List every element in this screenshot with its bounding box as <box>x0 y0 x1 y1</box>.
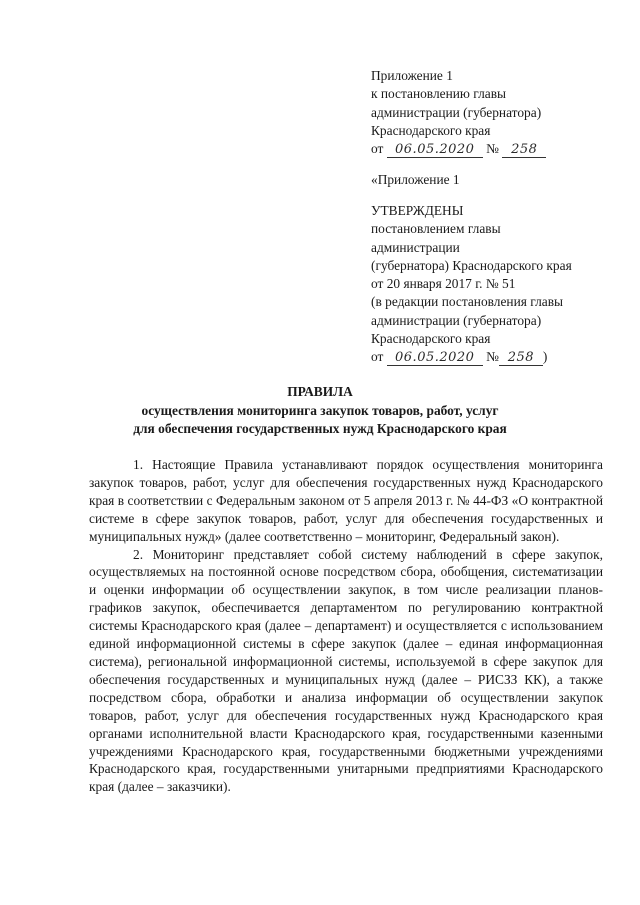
title-line: для обеспечения государственных нужд Краснодарского края <box>133 421 507 436</box>
handwritten-date: 06.05.2020 <box>387 143 483 158</box>
handwritten-number: 258 <box>502 143 546 158</box>
approval-line: Краснодарского края <box>371 331 491 347</box>
document-title <box>0 383 640 439</box>
approval-line: постановлением главы <box>371 221 501 237</box>
number-prefix: № <box>486 141 499 157</box>
number-prefix: № <box>486 349 499 365</box>
approval-date-line <box>371 348 621 366</box>
appendix-line: к постановлению главы <box>371 86 507 102</box>
appendix-line: администрации (губернатора) <box>371 104 542 120</box>
appendix-line: Приложение 1 <box>371 68 453 83</box>
approval-line: администрации (губернатора) <box>371 312 542 328</box>
appendix-date-line <box>371 140 621 158</box>
approval-header <box>371 202 621 367</box>
appendix-line: «Приложение 1 <box>371 172 460 187</box>
handwritten-number: 258 <box>499 351 543 366</box>
approval-line: (в редакции постановления главы <box>371 294 564 310</box>
paragraph: 2. Мониторинг представляет собой систему наблюдений в сфере закупок, осуществляемых на постоянной основе посредством сбора, обобщения, систематизации и оценки информации об осуществлении закупок, в том числе реализации планов-графиков закупок, обеспечивается департаментом по регулированию контрактной системы Краснодарского края (далее – департамент) и осуществляется с использованием единой информационной системы в сфере закупок (далее – единая информационная система), региональной информационной системы, используемой в сфере закупок для обеспечения государственных и муниципальных нужд (далее – РИСЗЗ КК), а также посредством сбора, обработки и анализа информации об осуществлении закупок товаров, работ, услуг для обеспечения государственных нужд Краснодарского края органами исполнительной власти Краснодарского края, государственными казенными учреждениями Краснодарского края, государственными бюджетными учреждениями Краснодарского края, государственными унитарными предприятиями Краснодарского края (далее – заказчики). <box>89 546 603 795</box>
appendix-line: Краснодарского края <box>371 122 491 138</box>
paragraph: 1. Настоящие Правила устанавливают порядок осуществления мониторинга закупок товаров, работ, услуг для обеспечения государственных нужд Краснодарского края в соответствии с Федеральным законом от 5 апреля 2013 г. № 44-ФЗ «О контрактной системе в сфере закупок товаров, работ, услуг для обеспечения государственных и муниципальных нужд» (далее соответственно – мониторинг, Федеральный закон). <box>89 457 603 544</box>
handwritten-date: 06.05.2020 <box>387 351 483 366</box>
document-body <box>89 456 603 796</box>
date-prefix: от <box>371 349 384 365</box>
title-line: осуществления мониторинга закупок товаров, работ, услуг <box>141 402 499 418</box>
title-line: ПРАВИЛА <box>287 384 353 399</box>
approval-line: администрации <box>371 239 460 255</box>
quoted-appendix-header <box>371 171 621 189</box>
date-prefix: от <box>371 141 384 157</box>
closing-paren: ) <box>542 349 548 365</box>
approval-line: (губернатора) Краснодарского края <box>371 257 572 273</box>
approval-line: УТВЕРЖДЕНЫ <box>371 203 464 218</box>
approval-line: от 20 января 2017 г. № 51 <box>371 276 516 292</box>
appendix-header <box>371 67 621 158</box>
